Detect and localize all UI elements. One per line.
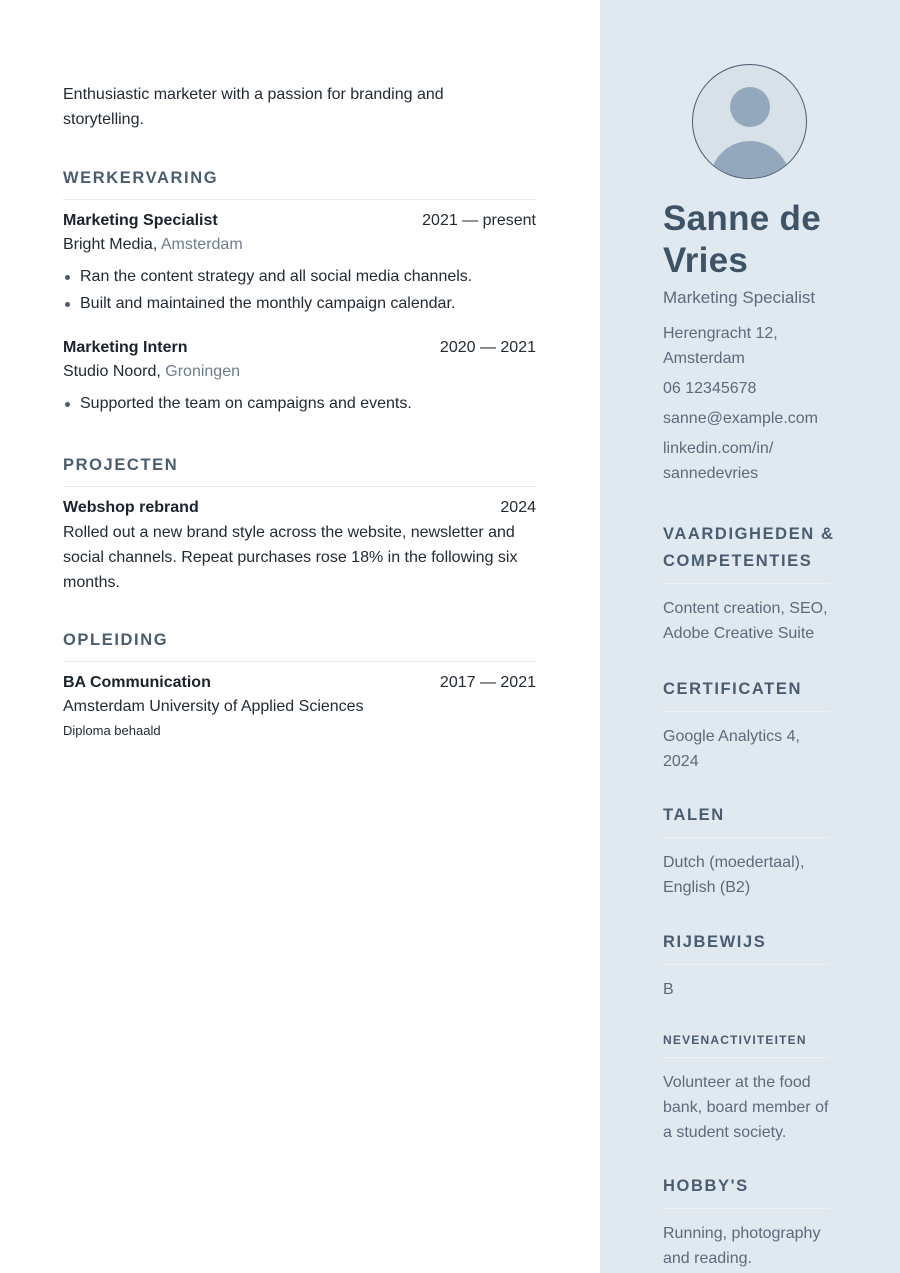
- section-divider: [663, 1057, 831, 1058]
- certificates-heading: CERTIFICATEN: [663, 680, 802, 698]
- contact-email: sanne@example.com: [663, 410, 818, 427]
- license-heading: RIJBEWIJS: [663, 933, 767, 951]
- employer-name: Studio Noord: [63, 363, 157, 380]
- employer-name: Bright Media: [63, 236, 153, 253]
- education-note: Diploma behaald: [63, 723, 161, 738]
- project-item: [63, 496, 536, 595]
- job-title: Marketing Specialist: [63, 212, 218, 229]
- section-divider: [63, 661, 536, 662]
- degree-title: BA Communication: [63, 674, 211, 691]
- activities-heading: NEVENACTIVITEITEN: [663, 1033, 807, 1047]
- skills-section: [663, 521, 838, 646]
- employer-location: Groningen: [165, 363, 240, 380]
- job-dates: 2021 — present: [422, 212, 536, 229]
- activities-text: Volunteer at the food bank, board member of a student society.: [663, 1074, 829, 1141]
- education-dates: 2017 — 2021: [439, 674, 536, 691]
- experience-section: [63, 166, 536, 417]
- profile-header: [663, 198, 838, 486]
- job-title: Marketing Intern: [63, 339, 188, 356]
- activities-section: [663, 1031, 838, 1145]
- person-icon: [692, 64, 807, 179]
- profile-summary: Enthusiastic marketer with a passion for branding and storytelling.: [63, 86, 444, 128]
- job-bullets: [63, 263, 536, 317]
- projects-heading: PROJECTEN: [63, 456, 179, 474]
- section-divider: [663, 837, 831, 838]
- languages-section: [663, 802, 838, 900]
- contact-linkedin: linkedin.com/in/ sannedevries: [663, 440, 774, 482]
- section-divider: [663, 964, 831, 965]
- section-divider: [63, 199, 536, 200]
- avatar-head: [730, 87, 770, 127]
- languages-heading: TALEN: [663, 806, 725, 824]
- section-divider: [63, 486, 536, 487]
- projects-section: [63, 453, 536, 595]
- project-date: 2024: [500, 499, 536, 516]
- education-heading: OPLEIDING: [63, 631, 169, 649]
- languages-text: Dutch (moedertaal), English (B2): [663, 854, 805, 896]
- certificates-text: Google Analytics 4, 2024: [663, 728, 800, 770]
- license-text: B: [663, 981, 674, 998]
- experience-item: [63, 209, 536, 317]
- job-bullet: Supported the team on campaigns and events.: [63, 390, 536, 417]
- skills-text: Content creation, SEO, Adobe Creative Suite: [663, 600, 828, 642]
- education-section: [63, 628, 536, 743]
- profile-name: Sanne de Vries: [663, 199, 822, 280]
- employer-location: Amsterdam: [160, 236, 243, 253]
- section-divider: [663, 1208, 831, 1209]
- hobbies-heading: HOBBY'S: [663, 1177, 749, 1195]
- section-divider: [663, 583, 831, 584]
- education-item: [63, 671, 536, 743]
- certificates-section: [663, 676, 838, 774]
- job-bullet: Ran the content strategy and all social media channels.: [63, 263, 536, 290]
- project-name: Webshop rebrand: [63, 499, 199, 516]
- contact-address: Herengracht 12, Amsterdam: [663, 325, 778, 367]
- license-section: [663, 929, 838, 1002]
- experience-heading: WERKERVARING: [63, 169, 219, 187]
- job-bullet: Built and maintained the monthly campaign calendar.: [63, 290, 536, 317]
- hobbies-text: Running, photography and reading.: [663, 1225, 821, 1267]
- profile-title: Marketing Specialist: [663, 288, 816, 307]
- experience-item: [63, 336, 536, 417]
- school-name: Amsterdam University of Applied Sciences: [63, 698, 364, 715]
- job-employer: Studio Noord, Groningen: [63, 363, 240, 380]
- avatar-body: [710, 141, 790, 179]
- project-description: Rolled out a new brand style across the website, newsletter and social channels. Repeat purchases rose 18% in the following six months.: [63, 524, 518, 591]
- job-employer: Bright Media, Amsterdam: [63, 236, 243, 253]
- hobbies-section: [663, 1173, 838, 1271]
- contact-phone: 06 12345678: [663, 380, 757, 397]
- job-dates: 2020 — 2021: [439, 339, 536, 356]
- section-divider: [663, 711, 831, 712]
- job-bullets: [63, 390, 536, 417]
- skills-heading: VAARDIGHEDEN & COMPETENTIES: [663, 525, 835, 570]
